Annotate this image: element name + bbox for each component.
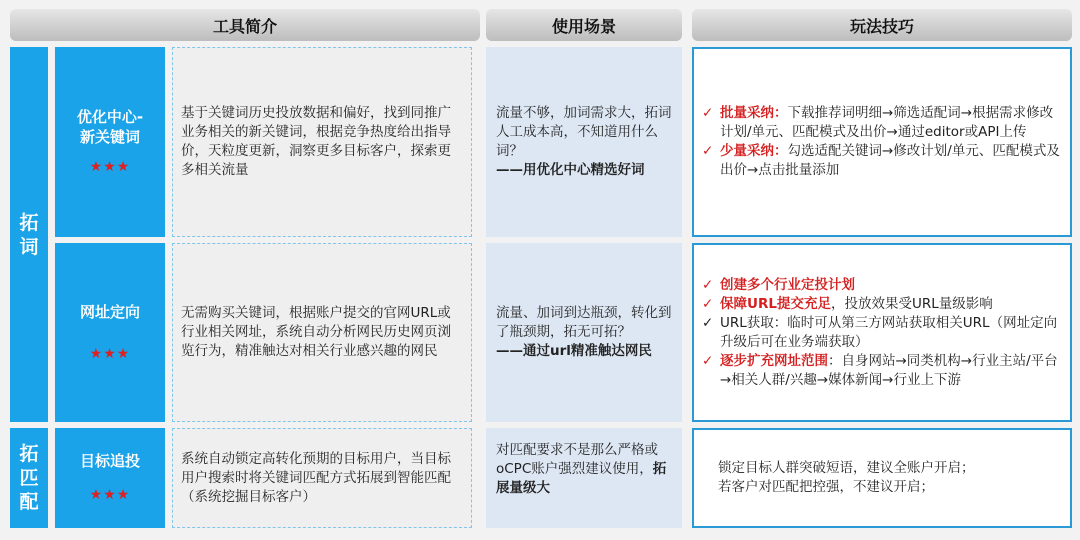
header-intro: 工具简介: [10, 9, 480, 41]
tips-cell: [692, 243, 1072, 422]
tip-plain-line: 锁定目标人群突破短语，建议全账户开启；: [718, 460, 975, 476]
scene-highlight: 拓展量级大: [496, 461, 667, 496]
tips-cell: [692, 428, 1072, 528]
scene-text: 流量、加词到达瓶颈，转化到了瓶颈期，拓无可拓？: [496, 305, 672, 340]
category-char: 配: [19, 491, 39, 513]
category-char: 拓: [19, 211, 39, 234]
intro-cell: [172, 243, 472, 422]
scene-highlight: ——通过url精准触达网民: [496, 343, 652, 359]
category-expand-match: [10, 428, 48, 528]
tool-name-line: 新关键词: [79, 128, 140, 146]
tool-target-retargeting: [55, 428, 165, 528]
intro-cell: [172, 428, 472, 528]
scene-cell: [486, 47, 682, 237]
tip-text: ，投放效果受URL量级影响: [830, 295, 993, 312]
tip-item: [702, 295, 1060, 314]
tip-item: [702, 142, 1060, 180]
tip-text: URL获取：临时可从第三方网站获取相关URL（网址定向升级后可在业务端获取）: [720, 314, 1058, 350]
category-char: 匹: [19, 467, 39, 489]
check-icon: ✓: [702, 295, 714, 312]
tool-name-line: 网址定向: [79, 302, 140, 321]
rating-stars: ★★★: [89, 487, 131, 503]
tip-plain-line: 若客户对匹配把控强，不建议开启；: [718, 479, 934, 495]
tip-item: [702, 314, 1060, 352]
tip-text: 下载推荐词明细→筛选适配词→根据需求修改计划/单元、匹配模式及出价→通过editor或API上传: [720, 105, 1054, 140]
tool-name-line: 优化中心-: [76, 108, 144, 126]
rating-stars: ★★★: [89, 345, 131, 362]
tool-url-targeting: [55, 243, 165, 422]
category-char: 拓: [19, 443, 39, 465]
tip-item: [702, 276, 1060, 295]
intro-cell: [172, 47, 472, 237]
tip-text: 勾选适配关键词→修改计划/单元、匹配模式及出价→点击批量添加: [720, 143, 1060, 178]
tip-text: ：自身网站→同类机构→行业主站/平台→相关人群/兴趣→媒体新闻→行业上下游: [720, 352, 1058, 388]
tip-item: [702, 352, 1060, 390]
intro-text: 无需购买关键词，根据账户提交的官网URL或行业相关网址，系统自动分析网民历史网页浏览行为，精准触达对相关行业感兴趣的网民: [181, 305, 451, 359]
tool-name-line: 目标追投: [79, 452, 140, 470]
scene-text: 流量不够，加词需求大，拓词人工成本高，不知道用什么词？: [496, 105, 672, 159]
check-icon: ✓: [702, 105, 714, 121]
intro-text: 系统自动锁定高转化预期的目标用户，当目标用户搜索时将关键词匹配方式拓展到智能匹配（系统挖掘目标客户）: [181, 450, 451, 505]
header-scene: 使用场景: [486, 9, 682, 41]
scene-cell: [486, 243, 682, 422]
check-icon: ✓: [702, 143, 714, 159]
scene-text: 对匹配要求不是那么严格或oCPC账户强烈建议使用，: [496, 442, 658, 477]
tool-optimization-center: [55, 47, 165, 237]
tips-cell: [692, 47, 1072, 237]
check-icon: ✓: [702, 352, 714, 369]
intro-text: 基于关键词历史投放数据和偏好，找到同推广业务相关的新关键词，根据竞争热度给出指导价，天粒度更新，洞察更多目标客户，探索更多相关流量: [181, 105, 451, 178]
check-icon: ✓: [702, 276, 714, 293]
tip-title: 创建多个行业定投计划: [720, 276, 855, 293]
tip-title: 逐步扩充网址范围: [720, 352, 828, 369]
header-tips: 玩法技巧: [692, 9, 1072, 41]
check-icon: ✓: [702, 314, 714, 331]
scene-cell: [486, 428, 682, 528]
tip-title: 批量采纳：: [720, 105, 788, 121]
category-expand-words: [10, 47, 48, 422]
tip-title: 少量采纳：: [720, 143, 788, 159]
tip-item: [702, 104, 1060, 142]
tip-title: 保障URL提交充足: [720, 295, 831, 312]
category-char: 词: [19, 235, 39, 258]
rating-stars: ★★★: [89, 159, 131, 175]
scene-highlight: ——用优化中心精选好词: [496, 162, 645, 178]
